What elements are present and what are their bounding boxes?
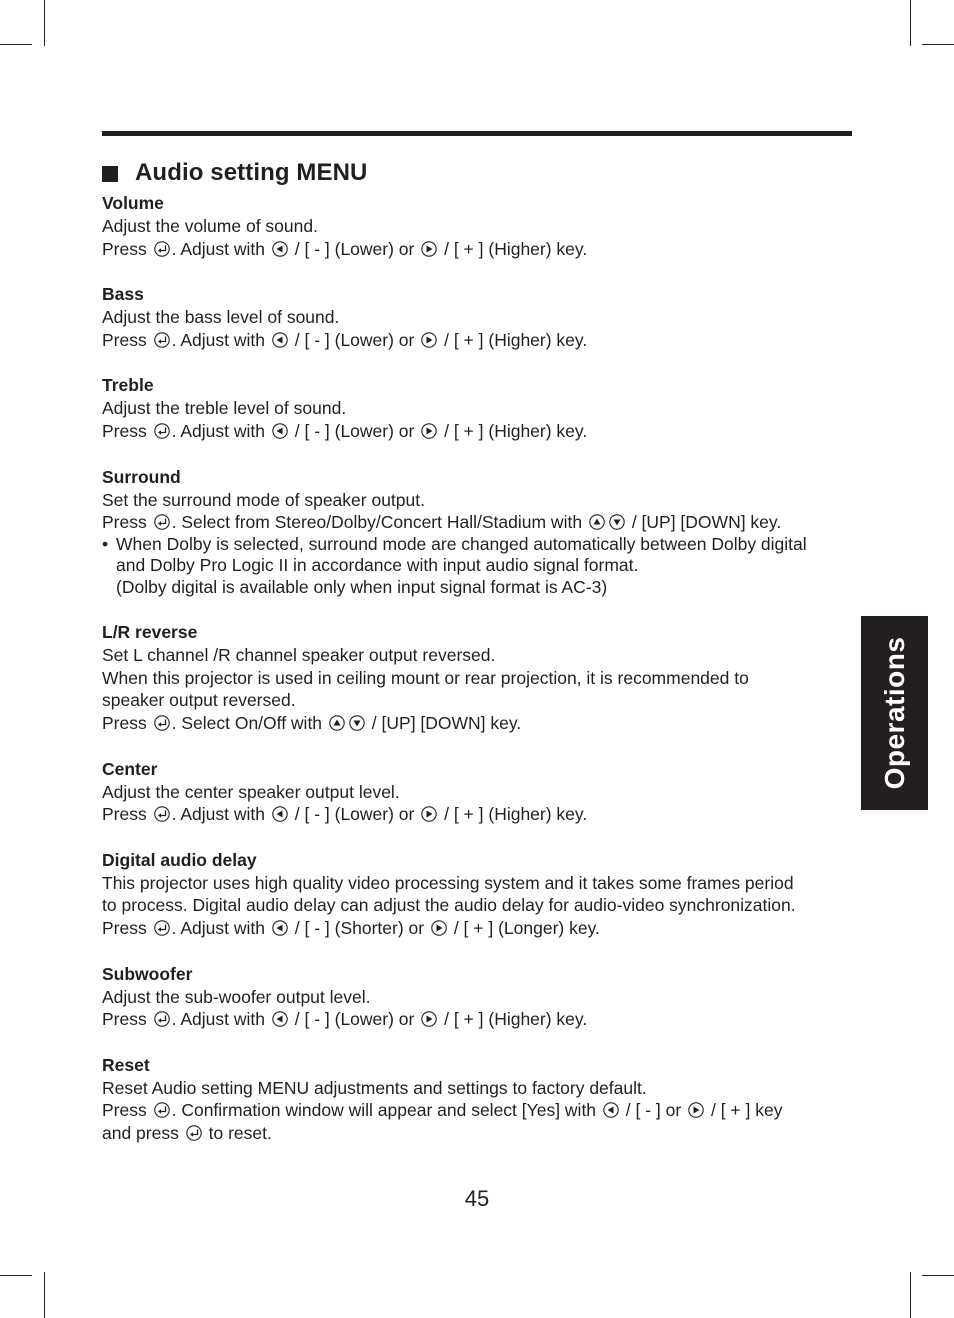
down-arrow-key-icon xyxy=(609,514,625,530)
section-description: Set the surround mode of speaker output. xyxy=(102,489,425,510)
dolby-note xyxy=(102,534,862,599)
crop-mark xyxy=(910,1272,911,1318)
section-description: Reset Audio setting MENU adjustments and settings to factory default. xyxy=(102,1077,647,1098)
section-title: Digital audio delay xyxy=(102,849,257,870)
page-title: Audio setting MENU xyxy=(135,159,368,186)
instruction-text: / [ + ] key xyxy=(710,1100,783,1121)
instruction-text: / [UP] [DOWN] key. xyxy=(631,512,782,533)
left-arrow-key-icon xyxy=(272,920,288,936)
instruction-text: / [ - ] (Lower) or xyxy=(294,420,415,441)
section-title: Bass xyxy=(102,284,144,305)
enter-key-icon xyxy=(154,241,170,257)
instruction-text: / [ - ] (Lower) or xyxy=(294,329,415,350)
page-content xyxy=(102,155,862,1168)
crop-mark xyxy=(0,44,32,45)
section-title: Subwoofer xyxy=(102,963,193,984)
instruction-text: / [ + ] (Higher) key. xyxy=(444,238,588,259)
section-title: Surround xyxy=(102,466,181,487)
instruction-text: / [ + ] (Higher) key. xyxy=(444,804,588,825)
right-arrow-key-icon xyxy=(421,241,437,257)
instruction-text: Press xyxy=(102,329,147,350)
section-treble xyxy=(102,374,862,442)
instruction-text: / [ - ] (Lower) or xyxy=(294,238,415,259)
left-arrow-key-icon xyxy=(272,423,288,439)
instruction-text: . Adjust with xyxy=(171,804,265,825)
instruction-text: and press xyxy=(102,1122,179,1143)
page-heading xyxy=(102,155,862,191)
top-rule xyxy=(102,131,852,136)
instruction-line xyxy=(102,1122,862,1145)
note-line: When Dolby is selected, surround mode are changed automatically between Dolby digital xyxy=(116,533,807,554)
note-bullet: • xyxy=(102,533,109,554)
crop-mark xyxy=(922,1275,954,1276)
instruction-text: / [ - ] (Shorter) or xyxy=(294,918,425,938)
section-reset xyxy=(102,1054,862,1145)
section-description: Adjust the treble level of sound. xyxy=(102,398,347,419)
instruction-line xyxy=(102,238,862,261)
enter-key-icon xyxy=(186,1125,202,1141)
section-digital-audio-delay xyxy=(102,849,862,940)
instruction-line xyxy=(102,511,862,534)
section-description: When this projector is used in ceiling mount or rear projection, it is recommended to xyxy=(102,667,749,688)
section-title: L/R reverse xyxy=(102,622,198,643)
left-arrow-key-icon xyxy=(272,1011,288,1027)
enter-key-icon xyxy=(154,715,170,731)
enter-key-icon xyxy=(154,1102,170,1118)
right-arrow-key-icon xyxy=(431,920,447,936)
instruction-text: Press xyxy=(102,713,147,734)
instruction-line xyxy=(102,1008,862,1031)
crop-mark xyxy=(922,44,954,45)
instruction-text: / [ + ] (Higher) key. xyxy=(444,420,588,441)
section-bass xyxy=(102,283,862,351)
right-arrow-key-icon xyxy=(421,423,437,439)
enter-key-icon xyxy=(154,332,170,348)
instruction-text: Press xyxy=(102,238,147,259)
instruction-text: Press xyxy=(102,1009,147,1030)
section-description: This projector uses high quality video processing system and it takes some frames period xyxy=(102,872,794,893)
section-title: Reset xyxy=(102,1054,150,1075)
section-title: Volume xyxy=(102,193,164,213)
instruction-line xyxy=(102,917,862,940)
section-description: Adjust the center speaker output level. xyxy=(102,781,400,802)
side-tab-label: Operations xyxy=(878,636,910,790)
note-line: (Dolby digital is available only when input signal format is AC-3) xyxy=(116,576,608,597)
enter-key-icon xyxy=(154,423,170,439)
left-arrow-key-icon xyxy=(272,241,288,257)
crop-mark xyxy=(44,1272,45,1318)
section-center xyxy=(102,758,862,826)
instruction-text: / [ + ] (Higher) key. xyxy=(444,1009,588,1030)
section-description: Adjust the volume of sound. xyxy=(102,216,318,236)
instruction-line xyxy=(102,803,862,826)
section-title: Treble xyxy=(102,375,154,396)
section-description: speaker output reversed. xyxy=(102,690,296,711)
instruction-text: . Adjust with xyxy=(171,329,265,350)
crop-mark xyxy=(910,0,911,46)
instruction-text: Press xyxy=(102,1100,147,1121)
section-subwoofer xyxy=(102,963,862,1031)
section-lr-reverse xyxy=(102,621,862,734)
instruction-text: Press xyxy=(102,512,147,533)
section-description: Set L channel /R channel speaker output reversed. xyxy=(102,645,496,666)
section-volume xyxy=(102,192,862,260)
instruction-text: / [ - ] (Lower) or xyxy=(294,1009,415,1030)
section-title: Center xyxy=(102,758,158,779)
instruction-text: Press xyxy=(102,918,147,938)
instruction-text: . Select from Stereo/Dolby/Concert Hall/Stadium with xyxy=(171,512,583,533)
instruction-text: . Adjust with xyxy=(171,420,265,441)
enter-key-icon xyxy=(154,514,170,530)
instruction-text: / [ - ] or xyxy=(625,1100,682,1121)
up-arrow-key-icon xyxy=(329,715,345,731)
crop-mark xyxy=(44,0,45,46)
instruction-text: to reset. xyxy=(208,1122,272,1143)
enter-key-icon xyxy=(154,806,170,822)
right-arrow-key-icon xyxy=(421,806,437,822)
section-surround xyxy=(102,466,862,599)
instruction-text: . Select On/Off with xyxy=(171,713,323,734)
instruction-text: / [UP] [DOWN] key. xyxy=(371,713,522,734)
up-arrow-key-icon xyxy=(589,514,605,530)
right-arrow-key-icon xyxy=(421,332,437,348)
instruction-text: . Adjust with xyxy=(171,238,265,259)
operations-side-tab xyxy=(861,616,928,810)
enter-key-icon xyxy=(154,920,170,936)
instruction-line xyxy=(102,1099,862,1122)
heading-square-icon xyxy=(102,166,118,182)
instruction-text: / [ + ] (Longer) key. xyxy=(453,918,600,938)
instruction-text: . Adjust with xyxy=(171,918,265,938)
section-description: Adjust the sub-woofer output level. xyxy=(102,986,371,1007)
section-description: to process. Digital audio delay can adjust the audio delay for audio-video synchronization. xyxy=(102,895,796,916)
right-arrow-key-icon xyxy=(421,1011,437,1027)
enter-key-icon xyxy=(154,1011,170,1027)
section-description: Adjust the bass level of sound. xyxy=(102,307,340,328)
page-number: 45 xyxy=(464,1186,490,1211)
note-line: and Dolby Pro Logic II in accordance with input audio signal format. xyxy=(116,555,639,576)
instruction-text: . Confirmation window will appear and select [Yes] with xyxy=(171,1100,597,1121)
instruction-line xyxy=(102,420,862,443)
down-arrow-key-icon xyxy=(349,715,365,731)
instruction-line xyxy=(102,712,862,735)
crop-mark xyxy=(0,1275,32,1276)
instruction-text: Press xyxy=(102,420,147,441)
instruction-text: / [ + ] (Higher) key. xyxy=(444,329,588,350)
left-arrow-key-icon xyxy=(272,332,288,348)
instruction-line xyxy=(102,329,862,352)
instruction-text: Press xyxy=(102,804,147,825)
left-arrow-key-icon xyxy=(603,1102,619,1118)
right-arrow-key-icon xyxy=(688,1102,704,1118)
instruction-text: . Adjust with xyxy=(171,1009,265,1030)
instruction-text: / [ - ] (Lower) or xyxy=(294,804,415,825)
left-arrow-key-icon xyxy=(272,806,288,822)
